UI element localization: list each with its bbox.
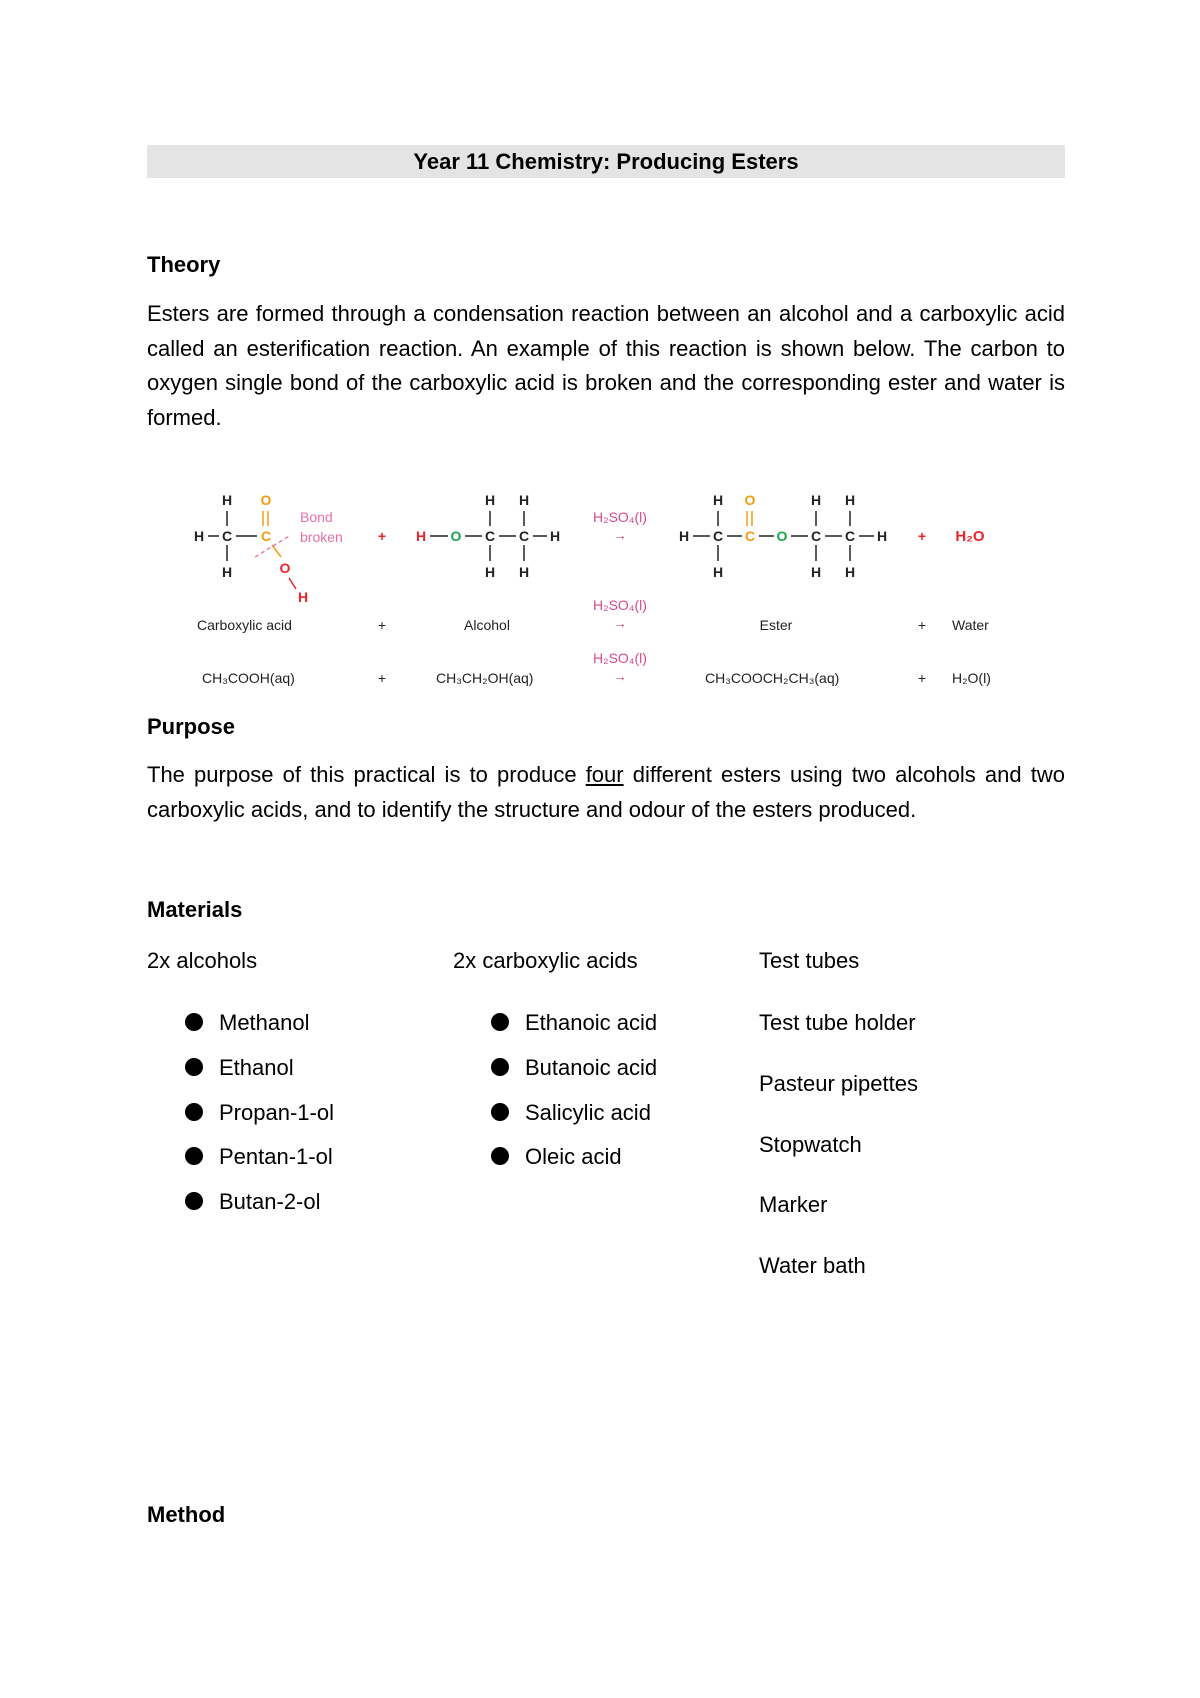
bullet-icon [491,1147,509,1165]
svg-text:H: H [518,564,530,580]
svg-text:H: H [221,492,233,508]
svg-text:H: H [484,564,496,580]
equipment-item: Test tube holder [759,1010,916,1035]
svg-text:H: H [712,492,724,508]
svg-text:H: H [484,492,496,508]
list-item [491,1144,622,1170]
equipment-item: Pasteur pipettes [759,1071,918,1096]
svg-text:H: H [810,564,822,580]
list-item [185,1055,294,1081]
reaction-arrow: → [613,527,627,543]
list-item-label: Butan-2-ol [219,1189,321,1214]
list-item-label: Butanoic acid [525,1055,658,1080]
purpose-paragraph [147,758,1065,827]
plus-sign: + [917,617,927,633]
list-item-label: Ethanol [219,1055,294,1080]
bullet-icon [185,1147,203,1165]
svg-text:H: H [193,528,205,544]
svg-text:O: O [279,560,291,576]
bullet-icon [185,1013,203,1031]
svg-text:H: H [518,492,530,508]
catalyst-label: H₂SO₄(l) [593,650,647,666]
svg-text:C: C [810,528,822,544]
purpose-emphasis: four [585,762,624,787]
reaction-arrow: → [613,615,627,631]
svg-text:H: H [844,492,856,508]
svg-text:C: C [221,528,233,544]
list-item-label: Salicylic acid [525,1100,651,1125]
svg-text:O: O [776,528,788,544]
esterification-diagram [180,480,1040,695]
bond-broken-label: Bond [300,509,333,525]
name-ester: Ester [759,617,793,633]
bullet-icon [185,1058,203,1076]
formula-ester: CH₃COOCH₂CH₃(aq) [705,670,840,686]
list-item-label: Propan-1-ol [219,1100,334,1125]
theory-paragraph: Esters are formed through a condensation reaction between an alcohol and a carboxylic acid called an esterification reaction. An example of this reaction is shown below. The carbon to oxygen single bond of the carboxylic acid is broken and the corresponding ester and water is formed. [147,301,1065,430]
purpose-heading: Purpose [147,714,236,739]
water-formula: H₂O [955,528,985,545]
plus-sign: + [917,670,927,686]
equipment-item: Test tubes [759,948,860,973]
alcohols-header: 2x alcohols [147,948,258,973]
page-title: Year 11 Chemistry: Producing Esters [147,145,1065,178]
svg-text:H: H [221,564,233,580]
list-item [491,1055,657,1081]
list-item-label: Pentan-1-ol [219,1144,333,1169]
bullet-icon [185,1103,203,1121]
plus-sign: + [377,670,387,686]
purpose-text: different esters using two alcohols and two carboxylic acids, and to identify the structure and odour of the esters produced. [147,762,1065,822]
bullet-icon [185,1192,203,1210]
equipment-item: Water bath [759,1253,866,1278]
equipment-item: Marker [759,1192,828,1217]
catalyst-label: H₂SO₄(l) [593,597,647,613]
equipment-item: Stopwatch [759,1132,862,1157]
theory-heading: Theory [147,252,221,277]
list-item [185,1100,334,1126]
reaction-arrow: → [613,668,627,684]
svg-text:H: H [678,528,690,544]
svg-text:C: C [260,528,272,544]
svg-text:C: C [712,528,724,544]
list-item [185,1189,321,1215]
svg-text:C: C [744,528,756,544]
purpose-text: The purpose of this practical is to produce [147,762,586,787]
bullet-icon [491,1013,509,1031]
plus-sign: + [377,528,387,544]
bullet-icon [491,1103,509,1121]
bond-broken-label: broken [300,529,343,545]
svg-text:O: O [744,492,756,508]
name-acid: Carboxylic acid [197,617,292,633]
acids-header: 2x carboxylic acids [453,948,638,973]
name-water: Water [952,617,989,633]
plus-sign: + [377,617,387,633]
formula-alcohol: CH₃CH₂OH(aq) [436,670,534,686]
svg-text:H: H [876,528,888,544]
svg-text:H: H [810,492,822,508]
list-item [185,1144,333,1170]
svg-text:C: C [484,528,496,544]
catalyst-label: H₂SO₄(l) [593,509,647,525]
svg-text:H: H [844,564,856,580]
svg-text:C: C [518,528,530,544]
list-item-label: Methanol [219,1010,310,1035]
plus-sign: + [917,528,927,544]
name-alcohol: Alcohol [464,617,510,633]
list-item [491,1100,651,1126]
bullet-icon [491,1058,509,1076]
formula-acid: CH₃COOH(aq) [202,670,295,686]
svg-text:O: O [450,528,462,544]
materials-heading: Materials [147,897,243,922]
list-item-label: Oleic acid [525,1144,622,1169]
svg-text:H: H [549,528,561,544]
method-heading: Method [147,1502,226,1527]
list-item-label: Ethanoic acid [525,1010,658,1035]
svg-text:H: H [415,528,427,544]
svg-text:O: O [260,492,272,508]
list-item [185,1010,310,1036]
svg-text:H: H [712,564,724,580]
formula-water: H₂O(l) [952,670,991,686]
svg-text:H: H [297,589,309,605]
list-item [491,1010,657,1036]
svg-text:C: C [844,528,856,544]
